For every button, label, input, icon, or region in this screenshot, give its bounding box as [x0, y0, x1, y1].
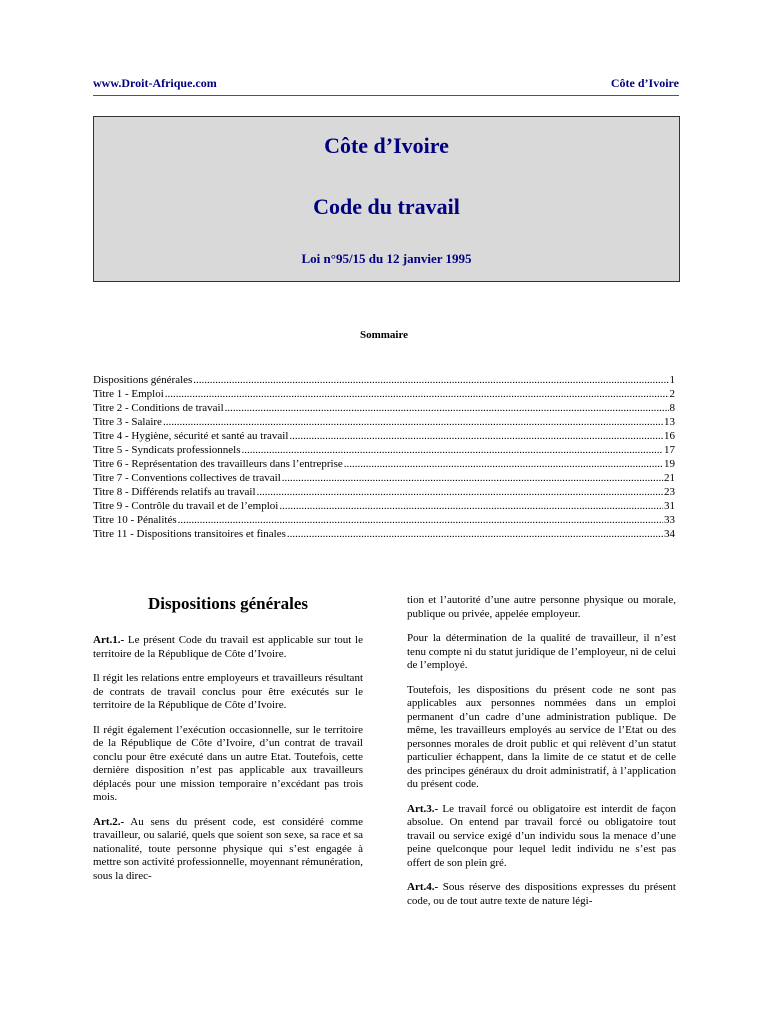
toc-leader: [289, 429, 663, 443]
paragraph: Il régit les relations entre employeurs et travailleurs résultant de contrats de travail conclus pour être exécutés sur le territoire de la République de Côte d’Ivoire.: [93, 672, 363, 711]
toc-leader: [193, 373, 668, 387]
toc-entry[interactable]: [93, 457, 675, 471]
toc-page-number: 23: [664, 486, 675, 498]
toc-label: Titre 11 - Dispositions transitoires et finales: [93, 528, 286, 540]
toc-entry[interactable]: [93, 443, 675, 457]
article-3: [407, 803, 676, 871]
page-header: [93, 76, 679, 96]
toc-label: Dispositions générales: [93, 374, 193, 386]
site-link[interactable]: www.Droit-Afrique.com: [93, 76, 217, 90]
toc-page-number: 21: [664, 472, 675, 484]
toc-entry[interactable]: [93, 527, 675, 541]
toc-label: Titre 9 - Contrôle du travail et de l’emploi: [93, 500, 279, 512]
toc-label: Titre 3 - Salaire: [93, 416, 162, 428]
toc-page-number: 1: [669, 374, 675, 386]
toc-page-number: 34: [664, 528, 675, 540]
article-text: Le travail forcé ou obligatoire est interdit de façon absolue. On entend par travail forcé ou obligatoire tout travail ou service exigé d’un individu sous la menace d’une peine quelconque pour lequel ledit individu ne s’est pas offert de son plein gré.: [407, 802, 676, 869]
right-column: [407, 594, 676, 919]
paragraph: Pour la détermination de la qualité de travailleur, il n’est tenu compte ni du statut juridique de l’employeur, ni de celui de l’employé.: [407, 632, 676, 671]
toc-entry[interactable]: [93, 373, 675, 387]
toc-leader: [257, 485, 663, 499]
toc-label: Titre 6 - Représentation des travailleurs dans l’entreprise: [93, 458, 343, 470]
article-label: Art.3.-: [407, 802, 439, 815]
left-column: [93, 594, 363, 894]
toc-label: Titre 1 - Emploi: [93, 388, 164, 400]
toc-page-number: 19: [664, 458, 675, 470]
toc-entry[interactable]: [93, 401, 675, 415]
toc-page-number: 33: [664, 514, 675, 526]
toc-entry[interactable]: [93, 499, 675, 513]
paragraph: Il régit également l’exécution occasionnelle, sur le territoire de la République de Côte d’Ivoire, d’un contrat de travail conclu pour être exécuté dans un autre Etat. Toutefois, cette dernière disposition n’est pas applicable aux travailleurs déplacés pour une mission temporaire n’excédant pas trois mois.: [93, 723, 363, 803]
toc-leader: [279, 499, 663, 513]
toc-label: Titre 2 - Conditions de travail: [93, 402, 224, 414]
toc-leader: [163, 415, 663, 429]
toc-entry[interactable]: [93, 429, 675, 443]
article-label: Art.1.-: [93, 634, 125, 646]
toc-leader: [282, 471, 663, 485]
toc-page-number: 13: [664, 416, 675, 428]
toc-entry[interactable]: [93, 513, 675, 527]
toc-leader: [178, 513, 663, 527]
toc-label: Titre 10 - Pénalités: [93, 514, 177, 526]
article-label: Art.2.-: [93, 815, 125, 828]
article-1: [93, 634, 363, 661]
paragraph: Toutefois, les dispositions du présent code ne sont pas applicables aux personnes nommées dans un emploi permanent d’un cadre d’une administration publique. De même, les travailleurs employés au service de l’Etat ou des personnes morales de droit public et qui relèvent d’un statut particulier échappent, dans la limite de ce statut et de celle des principes généraux du droit administratif, à l’application du présent code.: [407, 683, 676, 790]
toc-label: Titre 4 - Hygiène, sécurité et santé au travail: [93, 430, 289, 442]
article-text: Le présent Code du travail est applicable sur tout le territoire de la République de Côte d’Ivoire.: [93, 634, 363, 660]
toc-leader: [225, 401, 669, 415]
article-2: [93, 816, 363, 884]
toc-entry[interactable]: [93, 387, 675, 401]
table-of-contents: [93, 373, 675, 541]
paragraph: tion et l’autorité d’une autre personne physique ou morale, publique ou privée, appelée employeur.: [407, 594, 676, 620]
toc-page-number: 2: [669, 388, 675, 400]
section-heading: Dispositions générales: [147, 594, 309, 613]
header-country: Côte d’Ivoire: [610, 76, 679, 90]
sommaire-heading: Sommaire: [359, 329, 409, 341]
toc-leader: [344, 457, 663, 471]
toc-leader: [287, 527, 663, 541]
toc-page-number: 31: [664, 500, 675, 512]
toc-page-number: 17: [664, 444, 675, 456]
toc-page-number: 8: [669, 402, 675, 414]
toc-leader: [165, 387, 669, 401]
article-label: Art.4.-: [407, 881, 439, 893]
document-country: Côte d’Ivoire: [324, 133, 449, 158]
toc-entry[interactable]: [93, 485, 675, 499]
toc-label: Titre 8 - Différends relatifs au travail: [93, 486, 256, 498]
article-text: Au sens du présent code, est considéré comme travailleur, ou salarié, quels que soient son sexe, sa race et sa nationalité, toute personne physique qui s’est engagée à mettre son activité professionnelle, moyennant rémunération, sous la direc-: [93, 815, 363, 882]
toc-page-number: 16: [664, 430, 675, 442]
article-text: Sous réserve des dispositions expresses du présent code, ou de tout autre texte de nature légi-: [407, 881, 676, 907]
article-4: [407, 881, 676, 908]
toc-entry[interactable]: [93, 415, 675, 429]
law-reference: Loi n°95/15 du 12 janvier 1995: [301, 251, 472, 266]
toc-label: Titre 7 - Conventions collectives de travail: [93, 472, 281, 484]
toc-label: Titre 5 - Syndicats professionnels: [93, 444, 241, 456]
toc-leader: [241, 443, 663, 457]
toc-entry[interactable]: [93, 471, 675, 485]
title-box: [93, 116, 680, 282]
document-title: Code du travail: [313, 194, 460, 219]
